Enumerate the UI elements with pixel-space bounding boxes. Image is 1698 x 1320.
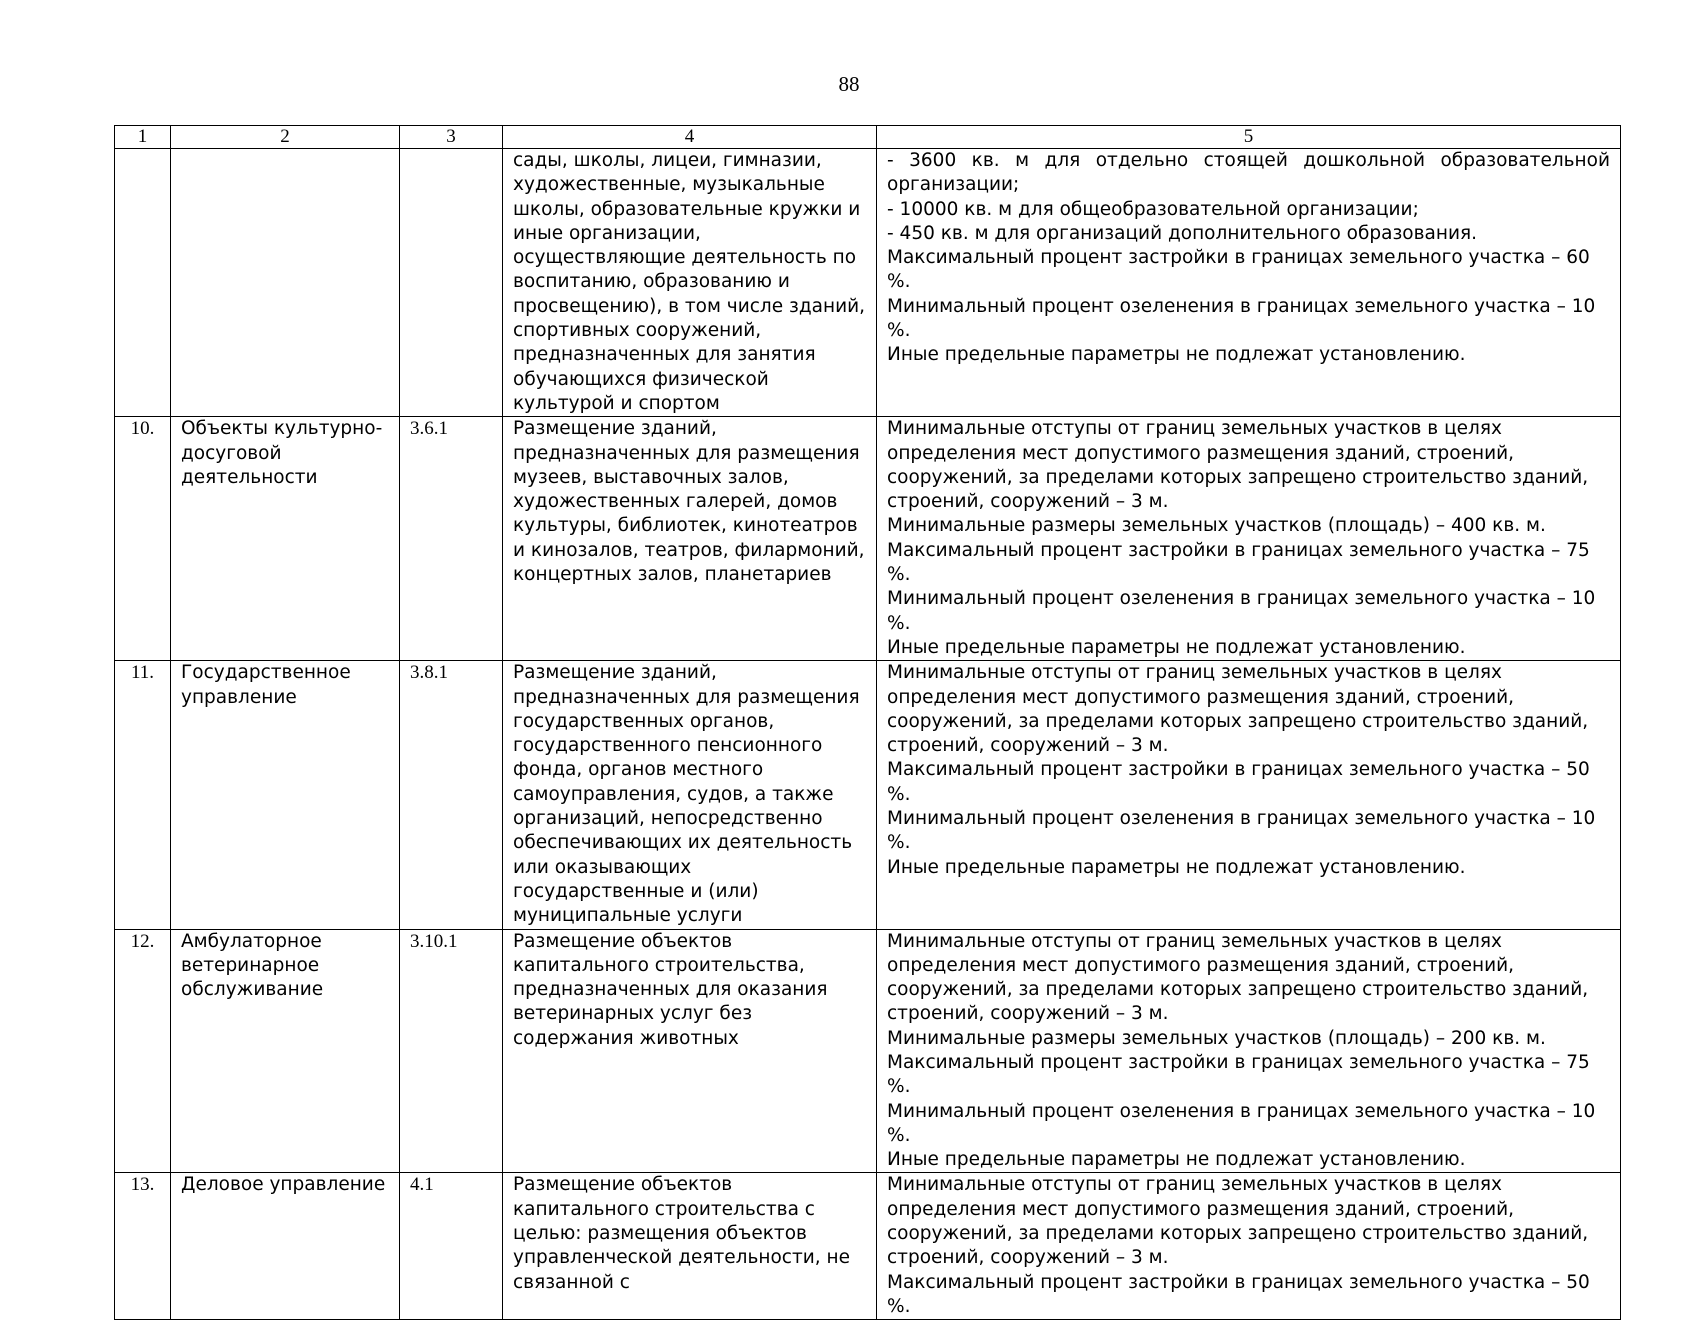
- parameters-cell: [877, 417, 1621, 661]
- parameter-line: Максимальный процент застройки в границах земельного участка – 60 %.: [887, 247, 1590, 293]
- table-row: [115, 417, 1621, 661]
- column-number-cell: 5: [877, 126, 1621, 149]
- description-cell: Размещение зданий, предназначенных для размещения музеев, выставочных залов, художественных галерей, домов культуры, библиотек, кинотеатров и кинозалов, театров, филармоний, концертных залов, планетариев: [503, 417, 877, 661]
- use-type-name-cell: Амбулаторное ветеринарное обслуживание: [171, 929, 400, 1173]
- zoning-parameters-table: [114, 125, 1621, 1320]
- parameter-line: Минимальные отступы от границ земельных участков в целях определения мест допустимого размещения зданий, строений, сооружений, за пределами которых запрещено строительство зданий, строений, сооружений – 3 м.: [887, 418, 1589, 513]
- column-number-row: [115, 126, 1621, 149]
- column-number-cell: 1: [115, 126, 171, 149]
- parameter-line: Максимальный процент застройки в границах земельного участка – 75 %.: [887, 1051, 1590, 1098]
- column-number-cell: 3: [400, 126, 503, 149]
- parameter-line: Иные предельные параметры не подлежат установлению.: [887, 636, 1466, 658]
- parameter-line: Иные предельные параметры не подлежат установлению.: [887, 1149, 1466, 1171]
- use-type-name-cell: [171, 149, 400, 417]
- table-row: [115, 1173, 1621, 1320]
- table-row: [115, 929, 1621, 1173]
- row-number-cell: 12.: [115, 929, 171, 1173]
- use-type-code-cell: [400, 149, 503, 417]
- parameter-line: Минимальные отступы от границ земельных участков в целях определения мест допустимого размещения зданий, строений, сооружений, за пределами которых запрещено строительство зданий, строений, сооружений – 3 м.: [887, 662, 1589, 757]
- parameter-line: Минимальные размеры земельных участков (площадь) – 400 кв. м.: [887, 515, 1546, 537]
- parameter-line: Иные предельные параметры не подлежат установлению.: [887, 856, 1466, 878]
- row-number-cell: 13.: [115, 1173, 171, 1320]
- parameter-line: Максимальный процент застройки в границах земельного участка – 50 %.: [887, 759, 1590, 805]
- parameters-cell: [877, 1173, 1621, 1320]
- use-type-code-cell: 3.10.1: [400, 929, 503, 1173]
- use-type-name-cell: Государственное управление: [171, 661, 400, 929]
- column-number-cell: 4: [503, 126, 877, 149]
- parameter-line: Иные предельные параметры не подлежат установлению.: [887, 344, 1466, 366]
- use-type-name-cell: Деловое управление: [171, 1173, 400, 1320]
- parameters-cell: [877, 929, 1621, 1173]
- row-number-cell: [115, 149, 171, 417]
- parameter-line: Минимальный процент озеленения в границах земельного участка – 10 %.: [887, 1100, 1596, 1146]
- parameter-line: Минимальные размеры земельных участков (площадь) – 200 кв. м.: [887, 1027, 1546, 1049]
- use-type-name-cell: Объекты культурно-досуговой деятельности: [171, 417, 400, 661]
- parameter-line: Минимальный процент озеленения в границах земельного участка – 10 %.: [887, 588, 1596, 634]
- parameter-line: Минимальный процент озеленения в границах земельного участка – 10 %.: [887, 295, 1596, 342]
- column-number-cell: 2: [171, 126, 400, 149]
- parameter-line: - 450 кв. м для организаций дополнительного образования.: [887, 222, 1477, 244]
- description-cell: Размещение объектов капитального строительства с целью: размещения объектов управленческой деятельности, не связанной с: [503, 1173, 877, 1320]
- row-number-cell: 11.: [115, 661, 171, 929]
- parameter-line: - 10000 кв. м для общеобразовательной организации;: [887, 198, 1419, 220]
- use-type-code-cell: 3.6.1: [400, 417, 503, 661]
- page-number: 88: [838, 72, 860, 96]
- parameter-line: Минимальный процент озеленения в границах земельного участка – 10 %.: [887, 808, 1596, 854]
- use-type-code-cell: 3.8.1: [400, 661, 503, 929]
- row-number-cell: 10.: [115, 417, 171, 661]
- parameter-line: Максимальный процент застройки в границах земельного участка – 50 %.: [887, 1271, 1590, 1317]
- description-cell: Размещение объектов капитального строительства, предназначенных для оказания ветеринарных услуг без содержания животных: [503, 929, 877, 1173]
- parameters-cell: [877, 149, 1621, 417]
- parameters-cell: [877, 661, 1621, 929]
- parameter-line: Минимальные отступы от границ земельных участков в целях определения мест допустимого размещения зданий, строений, сооружений, за пределами которых запрещено строительство зданий, строений, сооружений – 3 м.: [887, 930, 1589, 1025]
- parameter-line: Минимальные отступы от границ земельных участков в целях определения мест допустимого размещения зданий, строений, сооружений, за пределами которых запрещено строительство зданий, строений, сооружений – 3 м.: [887, 1174, 1589, 1269]
- description-cell: Размещение зданий, предназначенных для размещения государственных органов, государственного пенсионного фонда, органов местного самоуправления, судов, а также организаций, непосредственно обеспечивающих их деятельность или оказывающих государственные и (или) муниципальные услуги: [503, 661, 877, 929]
- table-row: [115, 661, 1621, 929]
- use-type-code-cell: 4.1: [400, 1173, 503, 1320]
- table-row: [115, 149, 1621, 417]
- parameter-line: - 3600 кв. м для отдельно стоящей дошкольной образовательной организации;: [887, 150, 1610, 196]
- description-cell: сады, школы, лицеи, гимназии, художественные, музыкальные школы, образовательные кружки и иные организации, осуществляющие деятельность по воспитанию, образованию и просвещению), в том числе зданий, спортивных сооружений, предназначенных для занятия обучающихся физической культурой и спортом: [503, 149, 877, 417]
- parameter-line: Максимальный процент застройки в границах земельного участка – 75 %.: [887, 539, 1590, 586]
